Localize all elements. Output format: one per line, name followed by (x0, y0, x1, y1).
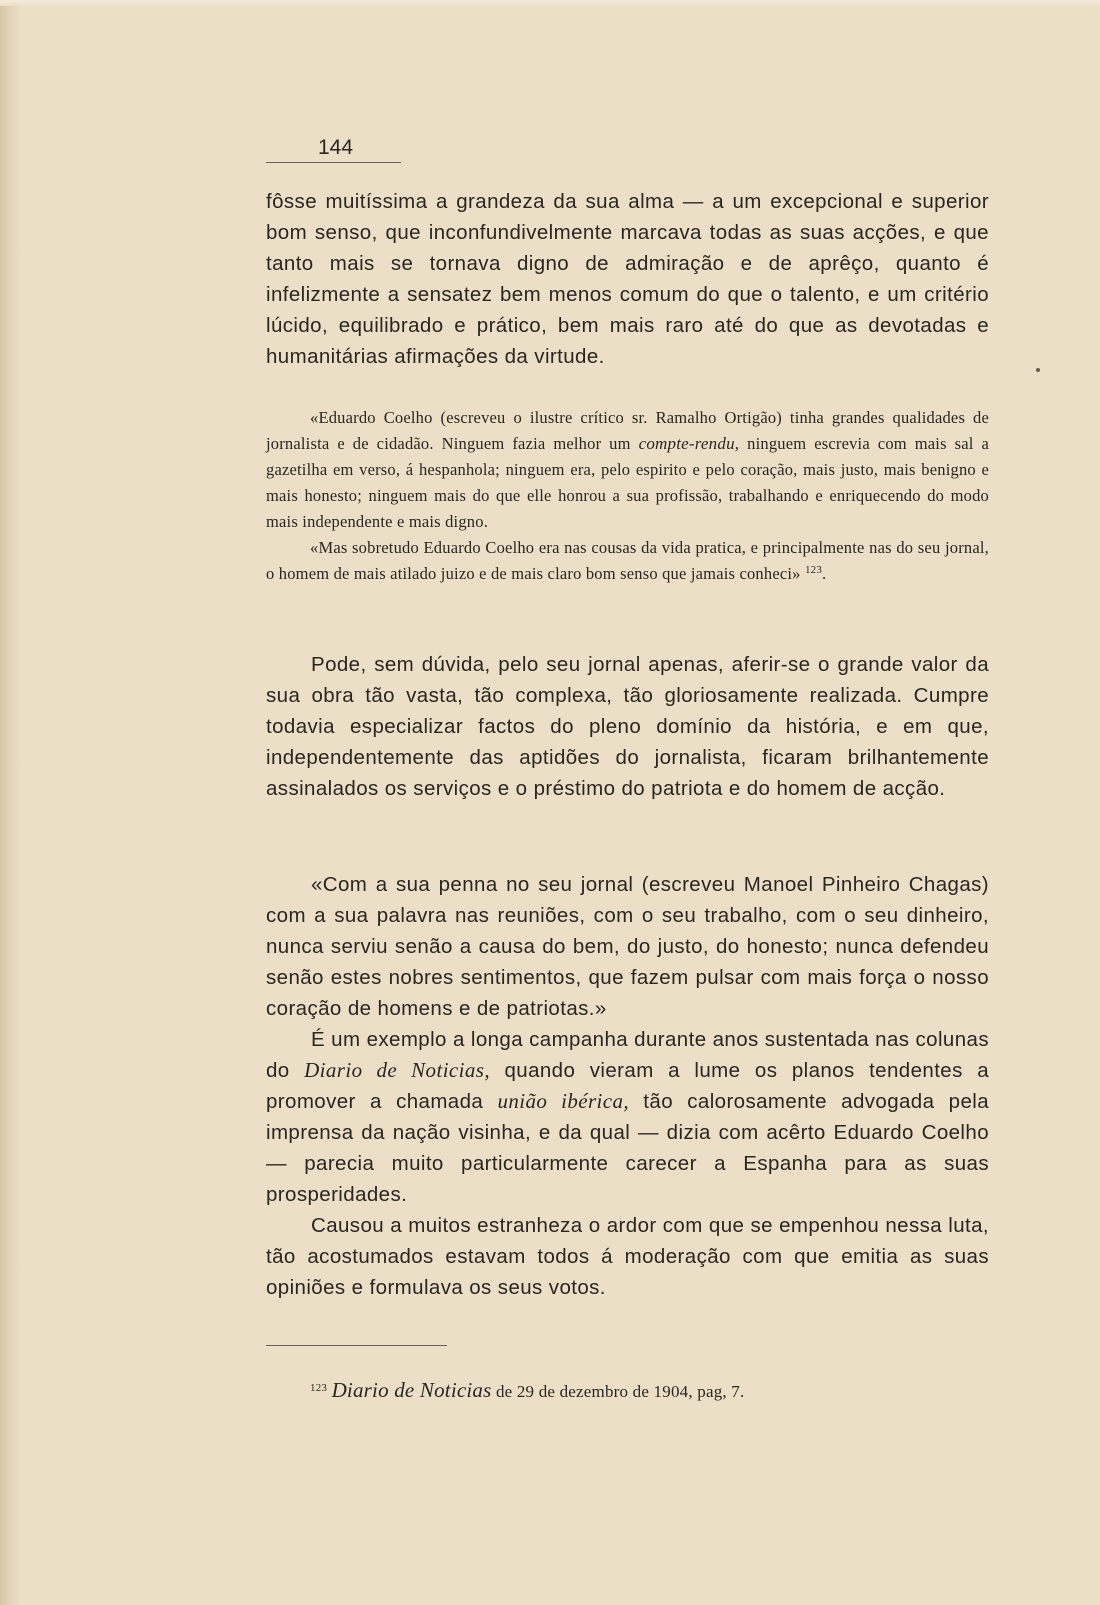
paragraph-4-b: quando vieram a lume os planos tendentes a promover a chamada (266, 1059, 990, 1113)
italic-uniao-iberica: união ibérica, (497, 1089, 630, 1113)
paragraph-3-text: «Com a sua penna no seu jornal (escreveu Manoel Pinheiro Chagas) com a sua palavra nas reuniões, com o seu trabalho, com o seu dinheiro, nunca serviu senão a causa do bem, do justo, do honesto; nunca defendeu senão estes nobres sentimentos, que fazem pulsar com mais força o nosso coração de homens e de patriotas.» (266, 873, 989, 1020)
quote-end: . (822, 564, 827, 583)
paragraph-2 (266, 649, 989, 804)
quote-text-a: «Eduardo Coelho (escreveu o ilustre crítico sr. Ramalho Ortigão) tinha grandes qualidades de jornalista e de cidadão. Ninguem fazia melhor um (266, 408, 989, 453)
footnote-italic-title: Diario de Noticias (331, 1378, 492, 1402)
italic-diario-de-noticias: Diario de Noticias, (304, 1058, 491, 1082)
paragraph-5-text: Causou a muitos estranheza o ardor com que se empenhou nessa luta, tão acostumados estavam todos á moderação com que emitia as suas opiniões e formulava os seus votos. (266, 1214, 989, 1299)
paragraph-4-a: É um exemplo a longa campanha durante anos sustentada nas colunas do (266, 1028, 989, 1082)
paragraph-4-text (266, 1024, 989, 1210)
paragraph-4-c: tão calorosamente advogada pela imprensa da nação visinha, e da qual — dizia com acêrto Eduardo Coelho — parecia muito particularmente carecer a Espanha para as suas prosperidades. (266, 1090, 990, 1206)
paragraph-3-group (266, 869, 989, 1303)
footnote-number: 123 (310, 1382, 328, 1394)
page-number-rule (266, 162, 401, 163)
footnote-text: de 29 de dezembro de 1904, pag, 7. (491, 1382, 745, 1401)
page-edge-shadow (0, 0, 22, 1605)
page-number: 144 (318, 136, 354, 159)
quotation-paragraph-b (266, 535, 989, 587)
footnote (310, 1378, 744, 1403)
page-top-edge (0, 0, 1100, 6)
footnote-reference: 123 (804, 564, 823, 576)
footnote-rule (266, 1345, 447, 1346)
quotation-ramalho-ortigao (266, 405, 989, 587)
quote-text-b: ninguem escrevia com mais sal a gazetilha em verso, á hespanhola; ninguem era, pelo espirito e pelo coração, mais justo, mais benigno e mais honesto; ninguem mais do que elle honrou a sua profissão, trabalhando e enriquecendo do modo mais independente e mais digno. (266, 434, 989, 531)
paragraph-1-text: fôsse muitíssima a grandeza da sua alma — a um excepcional e superior bom senso, que inconfundivelmente marcava todas as suas acções, e que tanto mais se tornava digno de admiração e de aprêço, quanto é infelizmente a sensatez bem menos comum do que o talento, e um critério lúcido, equilibrado e prático, bem mais raro até do que as devotadas e humanitárias afirmações da virtude. (266, 190, 989, 368)
quotation-paragraph-a (266, 405, 989, 535)
paragraph-2-text: Pode, sem dúvida, pelo seu jornal apenas, aferir-se o grande valor da sua obra tão vasta, tão complexa, tão gloriosamente realizada. Cumpre todavia especializar factos do pleno domínio da história, e em que, independentemente das aptidões do jornalista, ficaram brilhantemente assinalados os serviços e o préstimo do patriota e do homem de acção. (266, 653, 989, 800)
quote-text-c: «Mas sobretudo Eduardo Coelho era nas cousas da vida pratica, e principalmente nas do seu jornal, o homem de mais atilado juizo e de mais claro bom senso que jamais conheci» (266, 538, 989, 583)
paragraph-1 (266, 186, 989, 372)
paper-speck (1036, 368, 1040, 372)
quote-italic-compte-rendu: compte-rendu, (638, 434, 740, 453)
